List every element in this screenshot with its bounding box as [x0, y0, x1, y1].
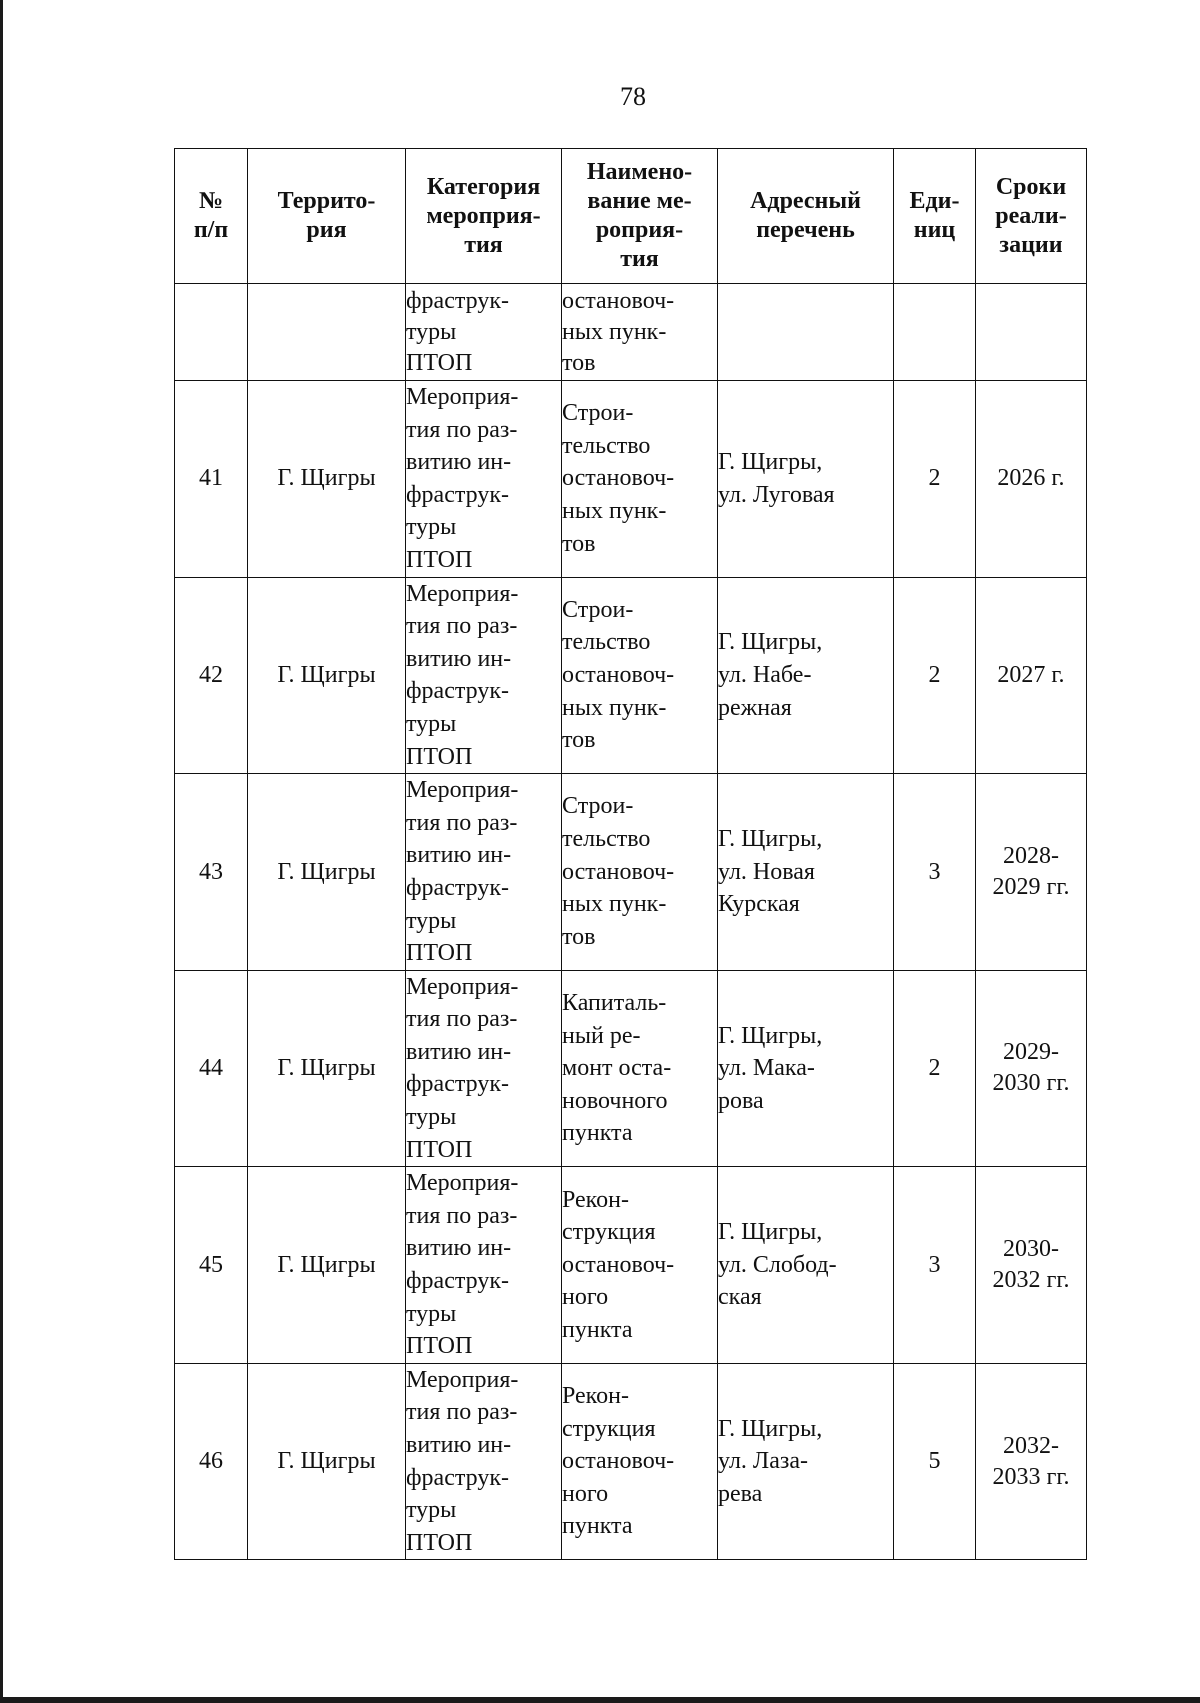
- table-row: [175, 774, 1087, 971]
- cell-terms: 2028- 2029 гг.: [976, 774, 1087, 971]
- cell-category: Мероприя- тия по раз- витию ин- фраструк- туры ПТОП: [406, 381, 562, 578]
- cell-terms: [976, 284, 1087, 381]
- cell-name: Строи- тельство остановоч- ных пунк- тов: [562, 381, 718, 578]
- table-row: [175, 381, 1087, 578]
- header-territory: Террито- рия: [248, 149, 406, 284]
- cell-terms: 2029- 2030 гг.: [976, 970, 1087, 1167]
- cell-units: 2: [894, 381, 976, 578]
- cell-terms: 2026 г.: [976, 381, 1087, 578]
- cell-address: Г. Щигры, ул. Мака- рова: [718, 970, 894, 1167]
- header-address: Адресный перечень: [718, 149, 894, 284]
- cell-category: Мероприя- тия по раз- витию ин- фраструк- туры ПТОП: [406, 1167, 562, 1364]
- scan-edge-left: [0, 0, 3, 1703]
- cell-territory: Г. Щигры: [248, 970, 406, 1167]
- cell-territory: Г. Щигры: [248, 381, 406, 578]
- header-num: № п/п: [175, 149, 248, 284]
- table-row: [175, 577, 1087, 774]
- cell-units: 3: [894, 774, 976, 971]
- cell-category: Мероприя- тия по раз- витию ин- фраструк- туры ПТОП: [406, 774, 562, 971]
- cell-category: Мероприя- тия по раз- витию ин- фраструк- туры ПТОП: [406, 970, 562, 1167]
- cell-name: Строи- тельство остановоч- ных пунк- тов: [562, 577, 718, 774]
- cell-territory: Г. Щигры: [248, 774, 406, 971]
- cell-name: Рекон- струкция остановоч- ного пункта: [562, 1167, 718, 1364]
- cell-address: Г. Щигры, ул. Луговая: [718, 381, 894, 578]
- cell-address: [718, 284, 894, 381]
- header-category: Категория мероприя- тия: [406, 149, 562, 284]
- cell-units: 5: [894, 1363, 976, 1560]
- scan-edge-bottom: [0, 1697, 1200, 1703]
- cell-name: Капиталь- ный ре- монт оста- новочного пункта: [562, 970, 718, 1167]
- cell-address: Г. Щигры, ул. Лаза- рева: [718, 1363, 894, 1560]
- cell-address: Г. Щигры, ул. Набе- режная: [718, 577, 894, 774]
- cell-name: Рекон- струкция остановоч- ного пункта: [562, 1363, 718, 1560]
- cell-num: 42: [175, 577, 248, 774]
- table-row: [175, 1167, 1087, 1364]
- cell-units: 2: [894, 577, 976, 774]
- table-row: [175, 1363, 1087, 1560]
- cell-territory: Г. Щигры: [248, 1363, 406, 1560]
- cell-num: 41: [175, 381, 248, 578]
- cell-category: Мероприя- тия по раз- витию ин- фраструк- туры ПТОП: [406, 1363, 562, 1560]
- cell-terms: 2032- 2033 гг.: [976, 1363, 1087, 1560]
- cell-units: [894, 284, 976, 381]
- header-name: Наимено- вание ме- роприя- тия: [562, 149, 718, 284]
- table-row-continuation: [175, 284, 1087, 381]
- header-terms: Сроки реали- зации: [976, 149, 1087, 284]
- cell-territory: Г. Щигры: [248, 577, 406, 774]
- cell-units: 2: [894, 970, 976, 1167]
- cell-address: Г. Щигры, ул. Слобод- ская: [718, 1167, 894, 1364]
- cell-territory: [248, 284, 406, 381]
- table-row: [175, 970, 1087, 1167]
- cell-category: фраструк- туры ПТОП: [406, 284, 562, 381]
- page-number: 78: [620, 82, 646, 111]
- cell-units: 3: [894, 1167, 976, 1364]
- cell-num: 43: [175, 774, 248, 971]
- measures-table: [174, 148, 1087, 1560]
- cell-num: 45: [175, 1167, 248, 1364]
- cell-num: [175, 284, 248, 381]
- table-header-row: [175, 149, 1087, 284]
- cell-name: Строи- тельство остановоч- ных пунк- тов: [562, 774, 718, 971]
- cell-num: 46: [175, 1363, 248, 1560]
- cell-address: Г. Щигры, ул. Новая Курская: [718, 774, 894, 971]
- cell-terms: 2027 г.: [976, 577, 1087, 774]
- cell-terms: 2030- 2032 гг.: [976, 1167, 1087, 1364]
- header-units: Еди- ниц: [894, 149, 976, 284]
- cell-name: остановоч- ных пунк- тов: [562, 284, 718, 381]
- cell-category: Мероприя- тия по раз- витию ин- фраструк- туры ПТОП: [406, 577, 562, 774]
- cell-num: 44: [175, 970, 248, 1167]
- cell-territory: Г. Щигры: [248, 1167, 406, 1364]
